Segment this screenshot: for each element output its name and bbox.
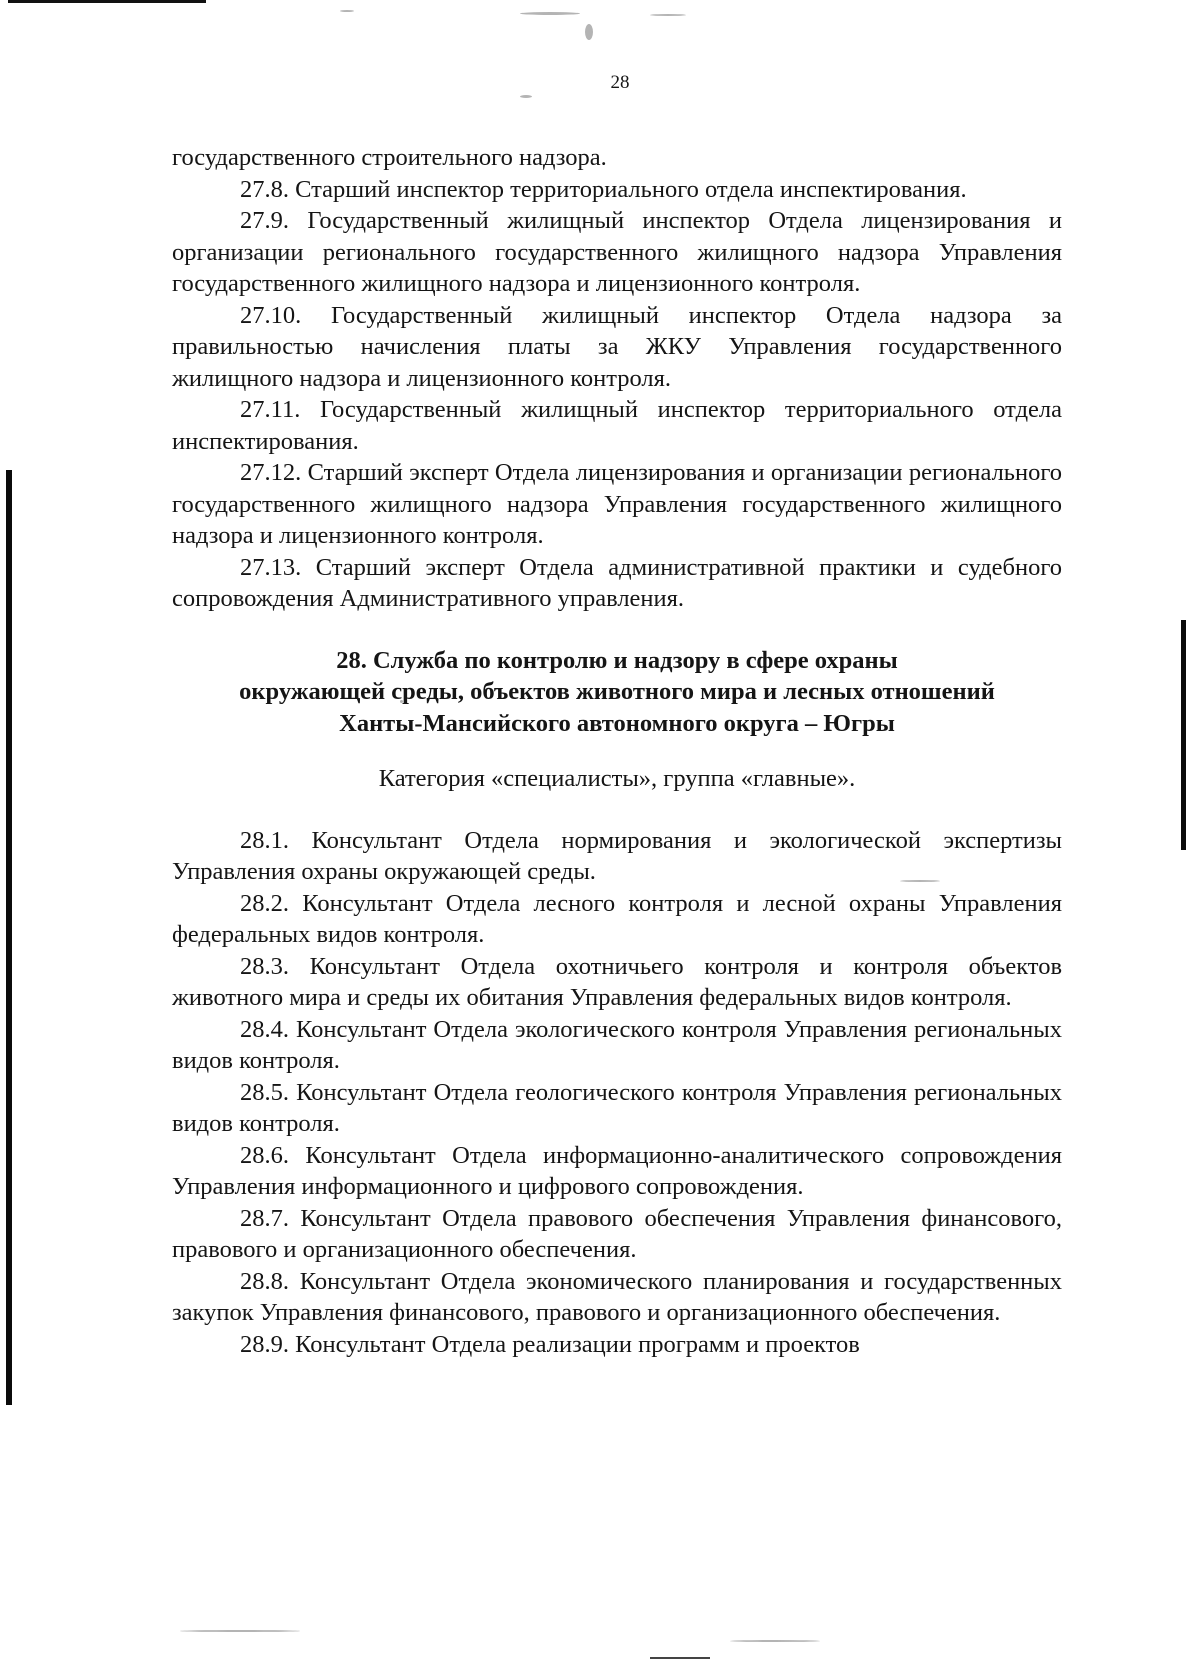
item-text: Старший эксперт Отдела лицензирования и организации регионального государственного жилищного надзора Управления государственного жилищного надзора и лицензионного контроля. [172,459,1063,549]
item-number: 27.12. [240,459,302,486]
item-number: 27.13. [240,553,302,581]
item-number: 28.5. [240,1078,289,1106]
list-item [172,552,1062,615]
item-text: Консультант Отдела экологического контроля Управления региональных видов контроля. [172,1015,1062,1074]
section-28-list [172,825,1062,1361]
item-text: Консультант Отдела реализации программ и проектов [295,1330,860,1358]
list-item [172,951,1062,1014]
bottom-scan-rule [650,1657,710,1659]
item-number: 28.1. [240,826,289,854]
list-item [172,457,1062,552]
list-item [172,888,1062,951]
item-number: 27.11. [240,396,301,423]
document-body [172,142,1062,1360]
item-number: 28.8. [240,1267,289,1295]
list-item [172,300,1062,395]
heading-line: окружающей среды, объектов животного мира и лесных отношений [239,678,995,705]
list-item [172,1014,1062,1077]
item-number: 27.10. [240,301,302,329]
list-item [172,174,1062,206]
item-text: Консультант Отдела геологического контроля Управления региональных видов контроля. [172,1078,1062,1137]
item-text: Государственный жилищный инспектор Отдела лицензирования и организации регионального государственного жилищного надзора Управления государственного жилищного надзора и лицензионного контроля. [172,207,1063,297]
list-item [172,825,1062,888]
item-number: 27.8. [240,175,289,203]
list-item [172,205,1062,300]
item-number: 28.6. [240,1141,289,1169]
item-text: Консультант Отдела охотничьего контроля и контроля объектов животного мира и среды их обитания Управления федеральных видов контроля. [172,952,1063,1011]
item-text: Консультант Отдела правового обеспечения Управления финансового, правового и организационного обеспечения. [172,1204,1062,1263]
item-text: Консультант Отдела экономического планирования и государственных закупок Управления финансового, правового и организационного обеспечения. [172,1267,1063,1326]
item-text: Государственный жилищный инспектор Отдела надзора за правильностью начисления платы за ЖКУ Управления государственного жилищного надзора и лицензионного контроля. [172,301,1063,392]
continuation-line: государственного строительного надзора. [172,144,607,171]
item-number: 28.7. [240,1204,289,1232]
top-scan-rule [8,0,206,3]
section-27-list [172,174,1062,615]
heading-line: 28. Служба по контролю и надзору в сфере охраны [336,646,898,674]
category-subheading: Категория «специалисты», группа «главные». [378,765,856,792]
item-number: 28.4. [240,1015,289,1043]
item-number: 28.3. [240,952,289,980]
list-item [172,1203,1062,1266]
item-text: Консультант Отдела лесного контроля и лесной охраны Управления федеральных видов контроля. [172,889,1062,948]
item-number: 27.9. [240,207,289,234]
list-item [172,1329,1062,1361]
item-text: Государственный жилищный инспектор территориального отдела инспектирования. [172,396,1063,455]
section-28-heading [172,645,1062,740]
page-number: 28 [610,72,630,93]
list-item [172,1077,1062,1140]
item-text: Консультант Отдела нормирования и экологической экспертизы Управления охраны окружающей среды. [172,826,1062,885]
item-number: 28.9. [240,1330,289,1358]
item-text: Старший эксперт Отдела административной практики и судебного сопровождения Административного управления. [172,553,1063,612]
list-item [172,1266,1062,1329]
heading-line: Ханты-Мансийского автономного округа – Югры [339,709,895,737]
left-scan-edge [6,470,12,1405]
list-item [172,1140,1062,1203]
item-text: Консультант Отдела информационно-аналитического сопровождения Управления информационного и цифрового сопровождения. [172,1141,1063,1200]
list-item [172,394,1062,457]
right-scan-edge [1181,620,1186,850]
item-number: 28.2. [240,889,289,917]
item-text: Старший инспектор территориального отдела инспектирования. [295,175,967,203]
